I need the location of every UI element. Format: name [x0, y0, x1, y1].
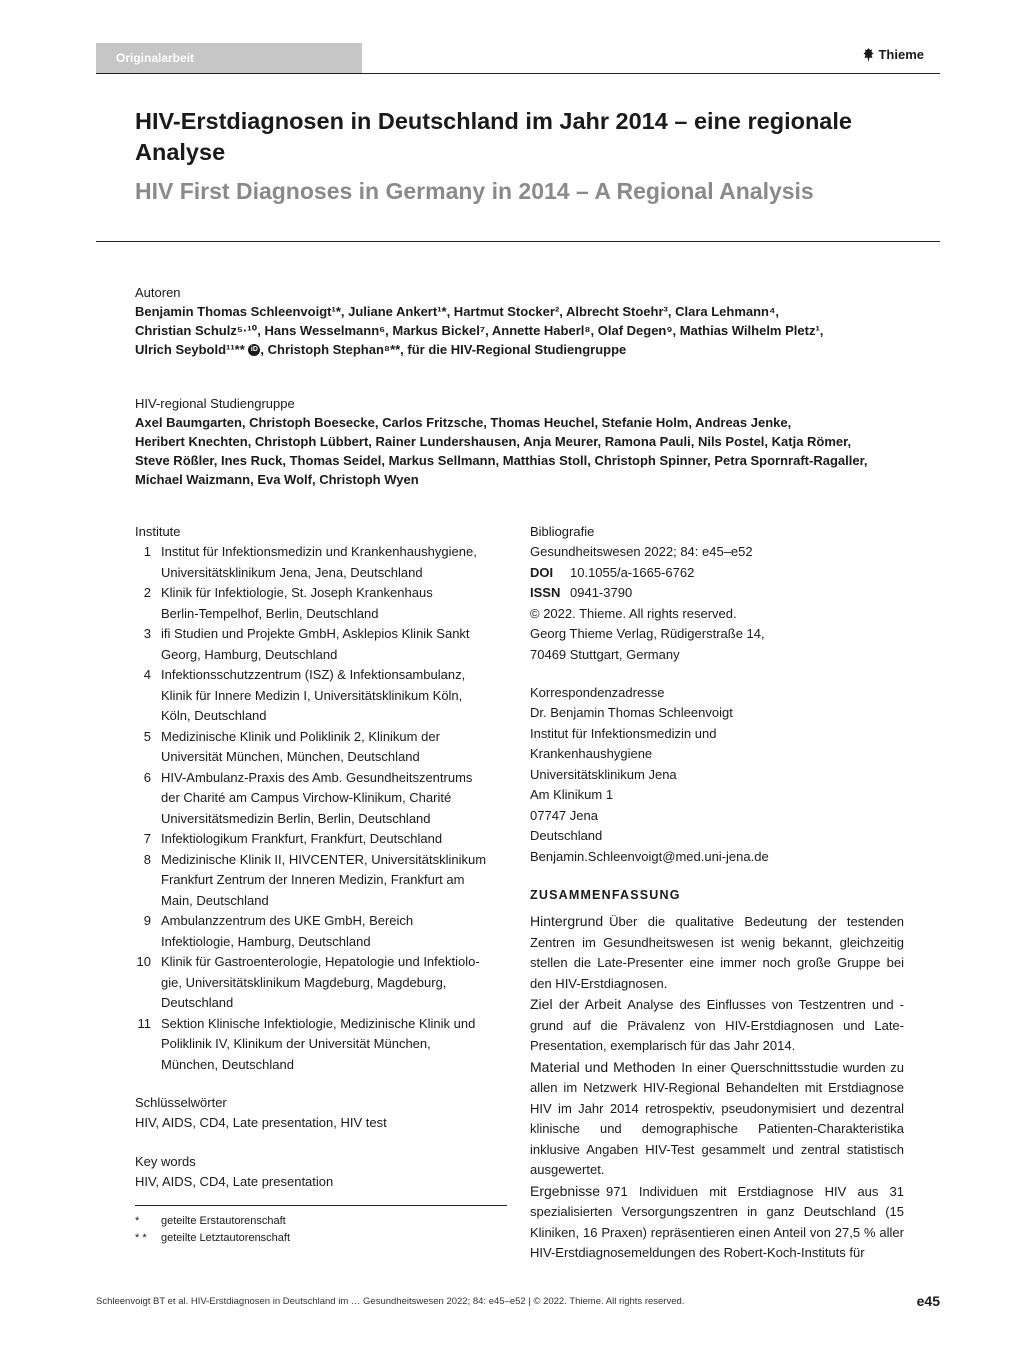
abstract-text: In einer Querschnittsstudie wurden zu allen im Netzwerk HIV-Regional Behandelten mit Erstdiagnose HIV im Jahr 2014 retrospektiv, pseudonymisiert und dezentral klinische und demographische Patienten-Charakteristika inklusive Angaben HIV-Test gesammelt und zentral statistisch ausgewertet.	[530, 1059, 904, 1177]
institute-line: Universität München, München, Deutschland	[161, 749, 420, 764]
keywords-en: HIV, AIDS, CD4, Late presentation	[135, 1173, 334, 1189]
institute-line: der Charité am Campus Virchow-Klinikum, Charité	[161, 790, 452, 805]
authors-line: Benjamin Thomas Schleenvoigt¹*, Juliane Ankert¹*, Hartmut Stocker², Albrecht Stoehr³, Clara Lehmann⁴,	[135, 304, 780, 319]
institute-line: Georg, Hamburg, Deutschland	[161, 646, 338, 662]
copyright: © 2022. Thieme. All rights reserved.	[530, 605, 737, 621]
article-title-german: HIV-Erstdiagnosen in Deutschland im Jahr 2014 – eine regionale Analyse	[135, 108, 852, 165]
institute-line: Frankfurt Zentrum der Inneren Medizin, Frankfurt am	[161, 872, 465, 887]
keywords-de: HIV, AIDS, CD4, Late presentation, HIV test	[135, 1115, 387, 1130]
institute-number: 10	[136, 954, 151, 969]
correspondence-line: Universitätsklinikum Jena	[530, 766, 677, 782]
institute-item	[135, 1014, 507, 1076]
abstract-methods	[530, 1057, 904, 1181]
title-rule	[96, 241, 940, 242]
institute-line: Poliklinik IV, Klinikum der Universität München,	[161, 1036, 431, 1051]
institute-item	[135, 952, 507, 1014]
institute-number: 9	[143, 913, 151, 928]
study-group-line: Axel Baumgarten, Christoph Boesecke, Carlos Fritzsche, Thomas Heuchel, Stefanie Holm, Andreas Jenke,	[135, 415, 792, 430]
issn-key: ISSN	[530, 585, 561, 600]
institute-number: 3	[143, 626, 151, 641]
institute-number: 5	[143, 728, 151, 744]
publisher-name: Thieme	[878, 47, 924, 62]
institute-line: Universitätsmedizin Berlin, Berlin, Deutschland	[161, 810, 431, 826]
abstract-label: Ziel der Arbeit	[530, 996, 622, 1012]
page-number: e45	[916, 1293, 940, 1309]
footnote-text: geteilte Letztautorenschaft	[161, 1232, 291, 1244]
abstract-text: Analyse des Einflusses von Testzentren und -grund auf die Prävalenz von HIV-Erstdiagnosen und Late-Presentation, exemplarisch für das Jahr 2014.	[530, 997, 905, 1053]
abstract-background	[530, 911, 904, 994]
correspondence-line: Deutschland	[530, 828, 603, 843]
issn-value: 0941-3790	[570, 585, 633, 600]
abstract-label: Ergebnisse	[530, 1182, 601, 1199]
institute-number: 7	[143, 831, 151, 846]
correspondence-email[interactable]: Benjamin.Schleenvoigt@med.uni-jena.de	[530, 848, 769, 864]
article-title-english: HIV First Diagnoses in Germany in 2014 – A Regional Analysis	[135, 178, 814, 204]
institute-item	[135, 665, 507, 727]
institute-item	[135, 624, 507, 665]
publisher-logo	[863, 47, 924, 62]
study-group-line: Steve Rößler, Ines Ruck, Thomas Seidel, Markus Sellmann, Matthias Stoll, Christoph Spinner, Petra Spornraft-Ragaller,	[135, 453, 868, 468]
publisher-address: Georg Thieme Verlag, Rüdigerstraße 14,	[530, 626, 765, 641]
issn-line	[530, 583, 904, 604]
doi-key: DOI	[530, 564, 554, 580]
institute-item	[135, 911, 507, 952]
institute-line: Medizinische Klinik II, HIVCENTER, Universitätsklinikum	[161, 851, 487, 867]
institute-number: 8	[143, 851, 151, 867]
authors-block	[135, 283, 895, 359]
institute-number: 1	[143, 544, 151, 559]
journal-citation: Gesundheitswesen 2022; 84: e45–e52	[530, 544, 753, 559]
institute-item	[135, 768, 507, 830]
footer-citation: Schleenvoigt BT et al. HIV-Erstdiagnosen in Deutschland im … Gesundheitswesen 2022; 84: e45–e52 | © 2022. Thieme. All rights reserved.	[96, 1296, 685, 1307]
footnote	[135, 1230, 507, 1247]
institute-item	[135, 583, 507, 624]
institute-line: Universitätsklinikum Jena, Jena, Deutschland	[161, 564, 423, 580]
keywords-en-heading: Key words	[135, 1153, 196, 1169]
study-group-label: HIV-regional Studiengruppe	[135, 396, 295, 411]
thieme-crest-icon	[863, 48, 874, 62]
abstract-label: Hintergrund	[530, 913, 604, 929]
author-seybold: Ulrich Seybold¹¹**	[135, 342, 245, 357]
correspondence-line: Am Klinikum 1	[530, 787, 614, 802]
institute-line: Sektion Klinische Infektiologie, Medizinische Klinik und	[161, 1015, 476, 1031]
footnotes	[135, 1213, 507, 1247]
institute-line: HIV-Ambulanz-Praxis des Amb. Gesundheitszentrums	[161, 769, 473, 785]
institute-item	[135, 850, 507, 912]
institute-item	[135, 542, 507, 583]
institute-item	[135, 727, 507, 768]
correspondence-line: Institut für Infektionsmedizin und	[530, 725, 717, 741]
study-group-line: Michael Waizmann, Eva Wolf, Christoph Wyen	[135, 472, 419, 487]
institute-number: 6	[143, 769, 151, 785]
institute-line: Klinik für Gastroenterologie, Hepatologie und Infektiolo-	[161, 954, 480, 969]
institute-line: Institut für Infektionsmedizin und Krankenhaushygiene,	[161, 544, 477, 559]
abstract-heading: ZUSAMMENFASSUNG	[530, 888, 681, 902]
study-group-line: Heribert Knechten, Christoph Lübbert, Rainer Lundershausen, Anja Meurer, Ramona Pauli, Nils Postel, Katja Römer,	[135, 434, 852, 449]
footnote	[135, 1213, 507, 1230]
institute-line: gie, Universitätsklinikum Magdeburg, Magdeburg,	[161, 974, 447, 990]
header-rule	[96, 73, 940, 74]
correspondence-line: Krankenhaushygiene	[530, 746, 653, 761]
footnote-mark: *	[135, 1215, 140, 1227]
left-column	[135, 522, 507, 1247]
keywords-de-heading: Schlüsselwörter	[135, 1095, 227, 1110]
institute-line: Klinik für Infektiologie, St. Joseph Krankenhaus	[161, 585, 433, 600]
authors-label: Autoren	[135, 285, 181, 300]
institute-line: Berlin-Tempelhof, Berlin, Deutschland	[161, 605, 379, 621]
right-column	[530, 522, 904, 1264]
footnote-rule	[135, 1205, 507, 1206]
footnote-text: geteilte Erstautorenschaft	[161, 1215, 286, 1227]
institutes-list	[135, 542, 507, 1075]
publisher-address: 70469 Stuttgart, Germany	[530, 646, 680, 662]
institute-number: 2	[143, 585, 151, 600]
abstract-text: Über die qualitative Bedeutung der testenden Zentren im Gesundheitswesen ist wenig bekannt, gleichzeitig stellen die Late-Presenter eine immer noch große Gruppe bei den HIV-Erstdiagnosen.	[530, 914, 904, 991]
institute-line: Infektiologie, Hamburg, Deutschland	[161, 933, 371, 949]
correspondence-heading: Korrespondenzadresse	[530, 685, 665, 700]
doi-line	[530, 563, 904, 584]
correspondence-line: 07747 Jena	[530, 807, 598, 823]
institute-line: Infektionsschutzzentrum (ISZ) & Infektionsambulanz,	[161, 667, 466, 682]
institute-line: Medizinische Klinik und Poliklinik 2, Klinikum der	[161, 728, 440, 744]
abstract-label: Material und Methoden	[530, 1058, 676, 1075]
authors-line	[135, 340, 895, 359]
institute-line: ifi Studien und Projekte GmbH, Asklepios Klinik Sankt	[161, 626, 470, 641]
abstract-objective	[530, 994, 904, 1057]
institute-line: Ambulanzzentrum des UKE GmbH, Bereich	[161, 913, 414, 928]
doi-link[interactable]: 10.1055/a-1665-6762	[570, 564, 695, 580]
section-tag: Originalarbeit	[96, 43, 362, 73]
authors-line: Christian Schulz⁵·¹⁰, Hans Wesselmann⁶, Markus Bickel⁷, Annette Haberl⁸, Olaf Degen⁹, Mathias Wilhelm Pletz¹,	[135, 323, 824, 338]
footnote-mark: * *	[135, 1232, 147, 1244]
institute-line: Main, Deutschland	[161, 892, 269, 908]
institute-line: Deutschland	[161, 995, 234, 1010]
institutes-heading: Institute	[135, 524, 181, 539]
correspondence-line: Dr. Benjamin Thomas Schleenvoigt	[530, 705, 733, 720]
institute-line: Klinik für Innere Medizin I, Universitätsklinikum Köln,	[161, 687, 463, 703]
institute-number: 11	[137, 1015, 151, 1031]
bibliography-heading: Bibliografie	[530, 524, 595, 539]
study-group-block	[135, 394, 915, 489]
abstract-results	[530, 1181, 904, 1264]
institute-line: Infektiologikum Frankfurt, Frankfurt, Deutschland	[161, 831, 443, 846]
abstract-text: 971 Individuen mit Erstdiagnose HIV aus 31 spezialisierten Versorgungszentren in ganz Deutschland (15 Kliniken, 16 Praxen) repräsentieren einen Anteil von 27,5 % aller HIV-Erstdiagnosemeldungen des Robert-Koch-Instituts für	[530, 1183, 904, 1260]
orcid-icon[interactable]: iD	[248, 344, 260, 356]
authors-line-end: , Christoph Stephan⁸**, für die HIV-Regional Studiengruppe	[260, 342, 627, 357]
institute-line: Köln, Deutschland	[161, 708, 267, 723]
institute-number: 4	[143, 667, 151, 682]
institute-line: München, Deutschland	[161, 1056, 294, 1072]
institute-item	[135, 829, 507, 850]
